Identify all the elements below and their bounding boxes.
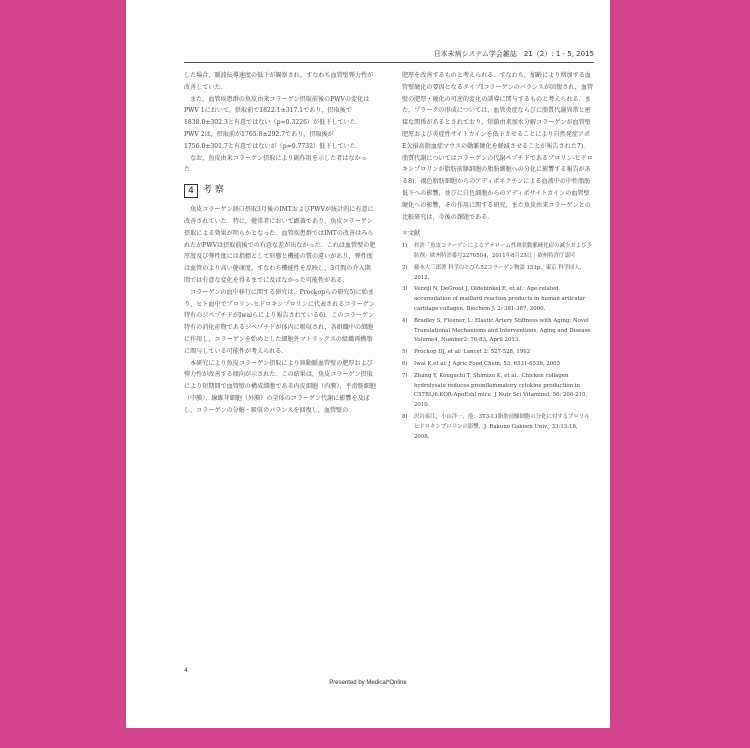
section-heading bbox=[184, 184, 376, 198]
running-header: 日本未病システム学会雑誌 21（2）: 1 - 5, 2015 bbox=[184, 48, 594, 63]
reference-item bbox=[402, 413, 594, 442]
references-title: ＊文献 bbox=[402, 230, 421, 238]
paragraph: コラーゲンの血中移行に関する研究は，Prockopらの研究5)に始まり，ヒト血中でプロリン-ヒドロキシプロリンに代表されるコラーゲン特有のジペプチドがIwaiらにより報告されている6)．このコラーゲン特有の消化産物であるジペプチドが体内に吸収され，各組織中の細胞に作用し，コラーゲンを始めとした細胞外マトリックスの組織再構築に関与している可能性が考えられる． bbox=[184, 288, 375, 355]
journal-page bbox=[126, 0, 610, 728]
reference-item bbox=[402, 372, 594, 411]
section-title: 考 察 bbox=[203, 185, 224, 196]
reference-item bbox=[402, 285, 594, 314]
left-column bbox=[184, 70, 376, 417]
reference-item bbox=[402, 360, 594, 370]
paragraph: 魚皮コラーゲン経口摂取3月後のIMTおよびPWVが統計的に有意に改善されていた．特に，健常者において顕著であり，魚皮コラーゲン摂取による効果が明らかとなった．血管疾患群ではIMTの改善はみられたがPWVは摂取前後での有意な差が出なかった．これは血管壁の肥厚度及び弾性度には指標として形態と機能の質の違いがあり，弾性度は血管のより高い健康度，すなわち機能性を反映し，3月間の介入期間では有意な変化を得るまでに及ばなかった可能性がある． bbox=[184, 206, 376, 284]
reference-number: 6) bbox=[402, 360, 408, 367]
reference-text: Iwai K,et al: J Agric Food Chem, 53, 6531-6536, 2005 bbox=[414, 360, 561, 367]
section-number: 4 bbox=[184, 184, 198, 198]
reference-item bbox=[402, 264, 594, 284]
reference-text: 杉許「魚皮コラーゲンによるアテローム性斑状動脈硬化症の減少および予防剤」欧州特許番号2276504，2011年8月23日｜欧州特許庁認可 bbox=[414, 243, 592, 259]
reference-number: 3) bbox=[402, 286, 408, 293]
reference-number: 1) bbox=[402, 243, 408, 250]
reference-number: 8) bbox=[402, 413, 408, 420]
paragraph: 本研究により魚皮コラーゲン摂取により頸動脈血管壁の肥厚および弾力性が改善する傾向が示された．この結果は，魚皮コラーゲン摂取により短期間で血管壁の構成細胞である内皮細胞（内膜），平滑筋細胞（中膜），線維芽細胞（外膜）の全体のコラーゲン代謝に影響を及ぼし，コラーゲンの分解・吸収のバランスを回復し，血管壁の bbox=[184, 359, 376, 414]
reference-text: Prockop DJ, et al: Lancet 2: 527-528, 1962 bbox=[414, 349, 531, 356]
reference-number: 2) bbox=[402, 264, 408, 271]
reference-text: Zhang Y, Kouguchi T, Shimizu K, et al.: Chicken collagen hydrolysate reduces proinflammatory cytokine production in C57BL/6.KOR-ApoEshl mice. J Nutr Sci Vitaminol, 56: 208-210, 2010. bbox=[414, 372, 588, 409]
reference-text: 藤本大三郎著 科学のとびら52コラーゲン物語 151p，東京 科学同人，2012. bbox=[414, 264, 586, 281]
paragraphs-before bbox=[184, 70, 376, 176]
paragraph: なお，魚皮由来コラーゲン摂取により副作用を示した者はなかった． bbox=[184, 154, 367, 174]
paragraphs-after bbox=[184, 204, 376, 416]
reference-number: 7) bbox=[402, 372, 408, 379]
reference-item bbox=[402, 317, 594, 346]
references bbox=[402, 229, 594, 442]
reference-text: Verzijl N, DeGroot J, Oldehinkel E, et al.: Age-related accumulation of maillard reaction products in human articular cartilage collagen. Biochem J. 2: 381-387, 2000. bbox=[414, 286, 586, 312]
reference-number: 4) bbox=[402, 317, 408, 324]
reference-item bbox=[402, 242, 594, 262]
right-column bbox=[402, 70, 594, 444]
right-paragraphs bbox=[402, 70, 594, 223]
reference-text: 沢谷泰江，小山洋一，他：3T3-L1脂肪前駆細胞の分化に対するプロリルヒドロキシプロリンの影響．J. Rakuno Gakuen Univ., 33:13-18, 2008. bbox=[414, 413, 590, 440]
paragraph: また，血管疾患群の魚皮由来コラーゲン摂取前後のPWVの変化はPWV 1において，摂取前で1822.1±317.1であり，摂取後で1838.0±302.3と有意ではない（p=0.3226）が低下していた．PWV 2は，摂取前が1765.8±292.7であり，摂取後が1756.0±301.7と有意ではないが（p=0.7732）低下していた． bbox=[184, 95, 370, 150]
paragraph: した場合，脈波伝導速度の低下が観察され，すなわち血管壁弾力性が改善していた． bbox=[184, 72, 374, 91]
reference-number: 5) bbox=[402, 349, 408, 356]
footer-credit: Presented by Medical*Online bbox=[329, 680, 407, 686]
reference-list bbox=[402, 242, 594, 442]
reference-item bbox=[402, 348, 594, 358]
page-number: 4 bbox=[184, 667, 188, 674]
paragraph: 肥厚を改善するものと考えられる．すなわち，加齢により増加する血管壁硬化の要因となるタイプIコラーゲンのバランスが回復され，血管壁の肥厚・硬化の可逆的変化の誘導に関与するものと考えられる．また，プラークの形成については，血管炎症ならびに脂質代謝異常と密接な関係があるとされており，短鎖由来加水分解コラーゲンが血管壁肥厚および炎症性サイトカインを低下させることにより自然発症アポE欠損高脂血症マウスの動脈硬化を軽減させることが報告された7)．脂質代謝についてはコラーゲンの代謝ペプチドであるプロリン-ヒドロキシプロリンが脂肪前駆細胞の脂肪細胞への分化に影響する報告がある8)．褐色脂肪細胞からのアディポネクチンによる血液中の中性脂肪低下への影響，並びに白色細胞からのアディポサイトカインの血管壁硬化への影響，その作用に関する研究，また魚皮由来コラーゲンとの比較研究は，今後の課題である． bbox=[402, 72, 594, 221]
reference-text: Bradley S, Fleenor, L: Elastic Artery Stiffness with Aging: Novel Translational Mechanisms and Interventions, Aging and Disease Volume4, Number2: 76-83, April 2013. bbox=[414, 317, 591, 344]
